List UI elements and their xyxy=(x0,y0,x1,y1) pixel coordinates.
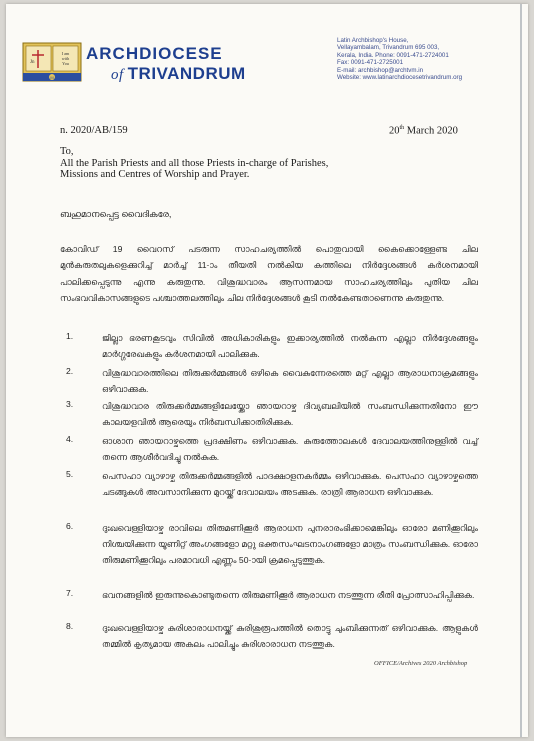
recipients-line: Missions and Centres of Worship and Prayer. xyxy=(60,169,250,181)
address-line: Vellayambalam, Trivandrum 695 003, xyxy=(337,44,440,52)
list-item-text: ജില്ലാ ഭരണകൂടവും സിവിൽ അധികാരികളും ഇക്കാര്യത്തിൽ നൽകുന്ന എല്ലാ നിർദ്ദേശങ്ങളും മാർഗ്ഗരേഖകളും കർശനമായി പാലിക്കുക. xyxy=(102,333,478,359)
address-line: Kerala, India. Phone: 0091-471-2724001 xyxy=(337,51,449,59)
list-item-text: ഓശാന ഞായറാഴ്ചത്തെ പ്രദക്ഷിണം ഒഴിവാക്കുക. കുരുത്തോലകൾ ദേവാലയത്തിനുള്ളിൽ വച്ച് തന്നെ ആശീർവദിച്ചു നൽകുക. xyxy=(102,436,478,462)
date-suffix: th xyxy=(399,125,405,131)
list-item-number: 6. xyxy=(66,521,74,531)
address-block xyxy=(337,37,462,81)
reference-number: n. 2020/AB/159 xyxy=(60,125,128,136)
org-name-of: of xyxy=(111,67,124,83)
recipients-line: All the Parish Priests and all those Priests in-charge of Parishes, xyxy=(60,157,329,169)
list-item-number: 4. xyxy=(66,434,74,444)
letter-page xyxy=(6,4,528,737)
list-item-text: ദുഃഖവെള്ളിയാഴ്ച രാവിലെ തിരുമണിക്കൂർ ആരാധന പുനരാരംഭിക്കാമെങ്കിലും ഓരോ മണിക്കൂറിലും നിശ്ചയിക്കുന്ന യൂണിറ്റ് അംഗങ്ങളോ മറ്റു ഭക്തസംഘടനാംഗങ്ങളോ മാത്രം സംബന്ധിക്കുക. ഓരോ തിരുമണിക്കൂറിലും പരമാവധി എണ്ണം 50-ായി ക്രമപ്പെടുത്തുക. xyxy=(102,523,478,565)
list-item-number: 3. xyxy=(66,399,74,409)
svg-text:M: M xyxy=(50,75,54,80)
to-label: To, xyxy=(60,146,74,157)
letter-date xyxy=(389,125,458,137)
list-item-number: 8. xyxy=(66,621,74,631)
archdiocese-crest-logo xyxy=(22,42,82,82)
list-item-number: 1. xyxy=(66,331,74,341)
org-name-line1: ARCHDIOCESE xyxy=(86,44,223,63)
org-name-city: TRIVANDRUM xyxy=(127,64,246,83)
list-item-text: ഭവനങ്ങളിൽ ഇരുന്നുകൊണ്ടുതന്നെ തിരുമണിക്കൂർ ആരാധന നടത്തുന്ന രീതി പ്രോത്സാഹിപ്പിക്കുക. xyxy=(102,590,475,600)
list-item-number: 2. xyxy=(66,366,74,376)
salutation: ബഹുമാനപ്പെട്ട വൈദികരേ, xyxy=(60,209,172,219)
address-line: Website: www.latinarchdiocesetrivandrum.org xyxy=(337,74,463,82)
svg-text:with: with xyxy=(61,56,70,61)
page-edge-divider xyxy=(520,4,522,737)
org-name-line2 xyxy=(111,64,246,84)
crest-text-left: Jn xyxy=(30,60,35,65)
intro-paragraph: കോവിഡ് 19 വൈറസ് പടരുന്ന സാഹചര്യത്തിൽ പൊതുവായി കൈക്കൊള്ളേണ്ട ചില മുൻകരുതലുകളെക്കുറിച്ച് മാർച്ച് 11-ാം തീയതി നൽകിയ കത്തിലെ നിർദ്ദേശങ്ങൾ കർശനമായി പാലിക്കപ്പെടുന്നു എന്നു കരുതുന്നു. വിശുദ്ധവാരം ആസന്നമായ സാഹചര്യത്തിലും പുതിയ ചില സംഭവവികാസങ്ങളുടെ പശ്ചാത്തലത്തിലും ചില നിർദ്ദേശങ്ങൾ കൂടി നൽകേണ്ടതാണെന്നു കരുതുന്നു. xyxy=(60,244,478,303)
address-line: E-mail: archbishop@archtvm.in xyxy=(337,66,424,74)
list-item-text: ദുഃഖവെള്ളിയാഴ്ച കുരിശാരാധനയ്ക്ക് കുരിശുരൂപത്തിൽ തൊട്ടു ചുംബിക്കുന്നത് ഒഴിവാക്കുക. ആളുകൾ തമ്മിൽ കൃത്യമായ അകലം പാലിച്ചും കുരിശാരാധന നടത്തുക. xyxy=(102,623,478,649)
list-item-text: വിശുദ്ധവാര തിരുക്കർമ്മങ്ങളിലേയ്ക്കോ ഞായറാഴ്ച ദിവ്യബലിയിൽ സംബന്ധിക്കുന്നതിനോ ഈ കാലയളവിൽ ആരെയും നിർബന്ധിക്കാതിരിക്കുക. xyxy=(102,401,478,427)
list-item-text: വിശുദ്ധവാരത്തിലെ തിരുക്കർമ്മങ്ങൾ ഒഴികെ വൈകുന്നേരത്തെ മറ്റ് എല്ലാ ആരാധനാക്രമങ്ങളും ഒഴിവാക്കുക. xyxy=(102,368,478,394)
list-item-number: 7. xyxy=(66,588,74,598)
svg-text:I am: I am xyxy=(61,51,70,56)
date-day: 20 xyxy=(389,125,400,137)
list-item-number: 5. xyxy=(66,469,74,479)
svg-text:You: You xyxy=(62,61,69,66)
address-line: Latin Archbishop's House, xyxy=(337,37,409,44)
address-line: Fax: 0091-471-2725001 xyxy=(337,59,404,67)
date-rest: March 2020 xyxy=(404,125,458,137)
archive-footer-note: OFFICE/Archives 2020 Archbishop xyxy=(374,660,468,667)
list-item-text: പെസഹാ വ്യാഴാഴ്ച തിരുക്കർമ്മങ്ങളിൽ പാദക്ഷാളനകർമ്മം ഒഴിവാക്കുക. പെസഹാ വ്യാഴാഴ്ചത്തെ ചടങ്ങുകൾ അവസാനിക്കുന്ന മുറയ്ക്ക് ദേവാലയം അടക്കുക. രാത്രി ആരാധന ഒഴിവാക്കുക. xyxy=(102,471,478,497)
recipients-block xyxy=(60,146,328,181)
